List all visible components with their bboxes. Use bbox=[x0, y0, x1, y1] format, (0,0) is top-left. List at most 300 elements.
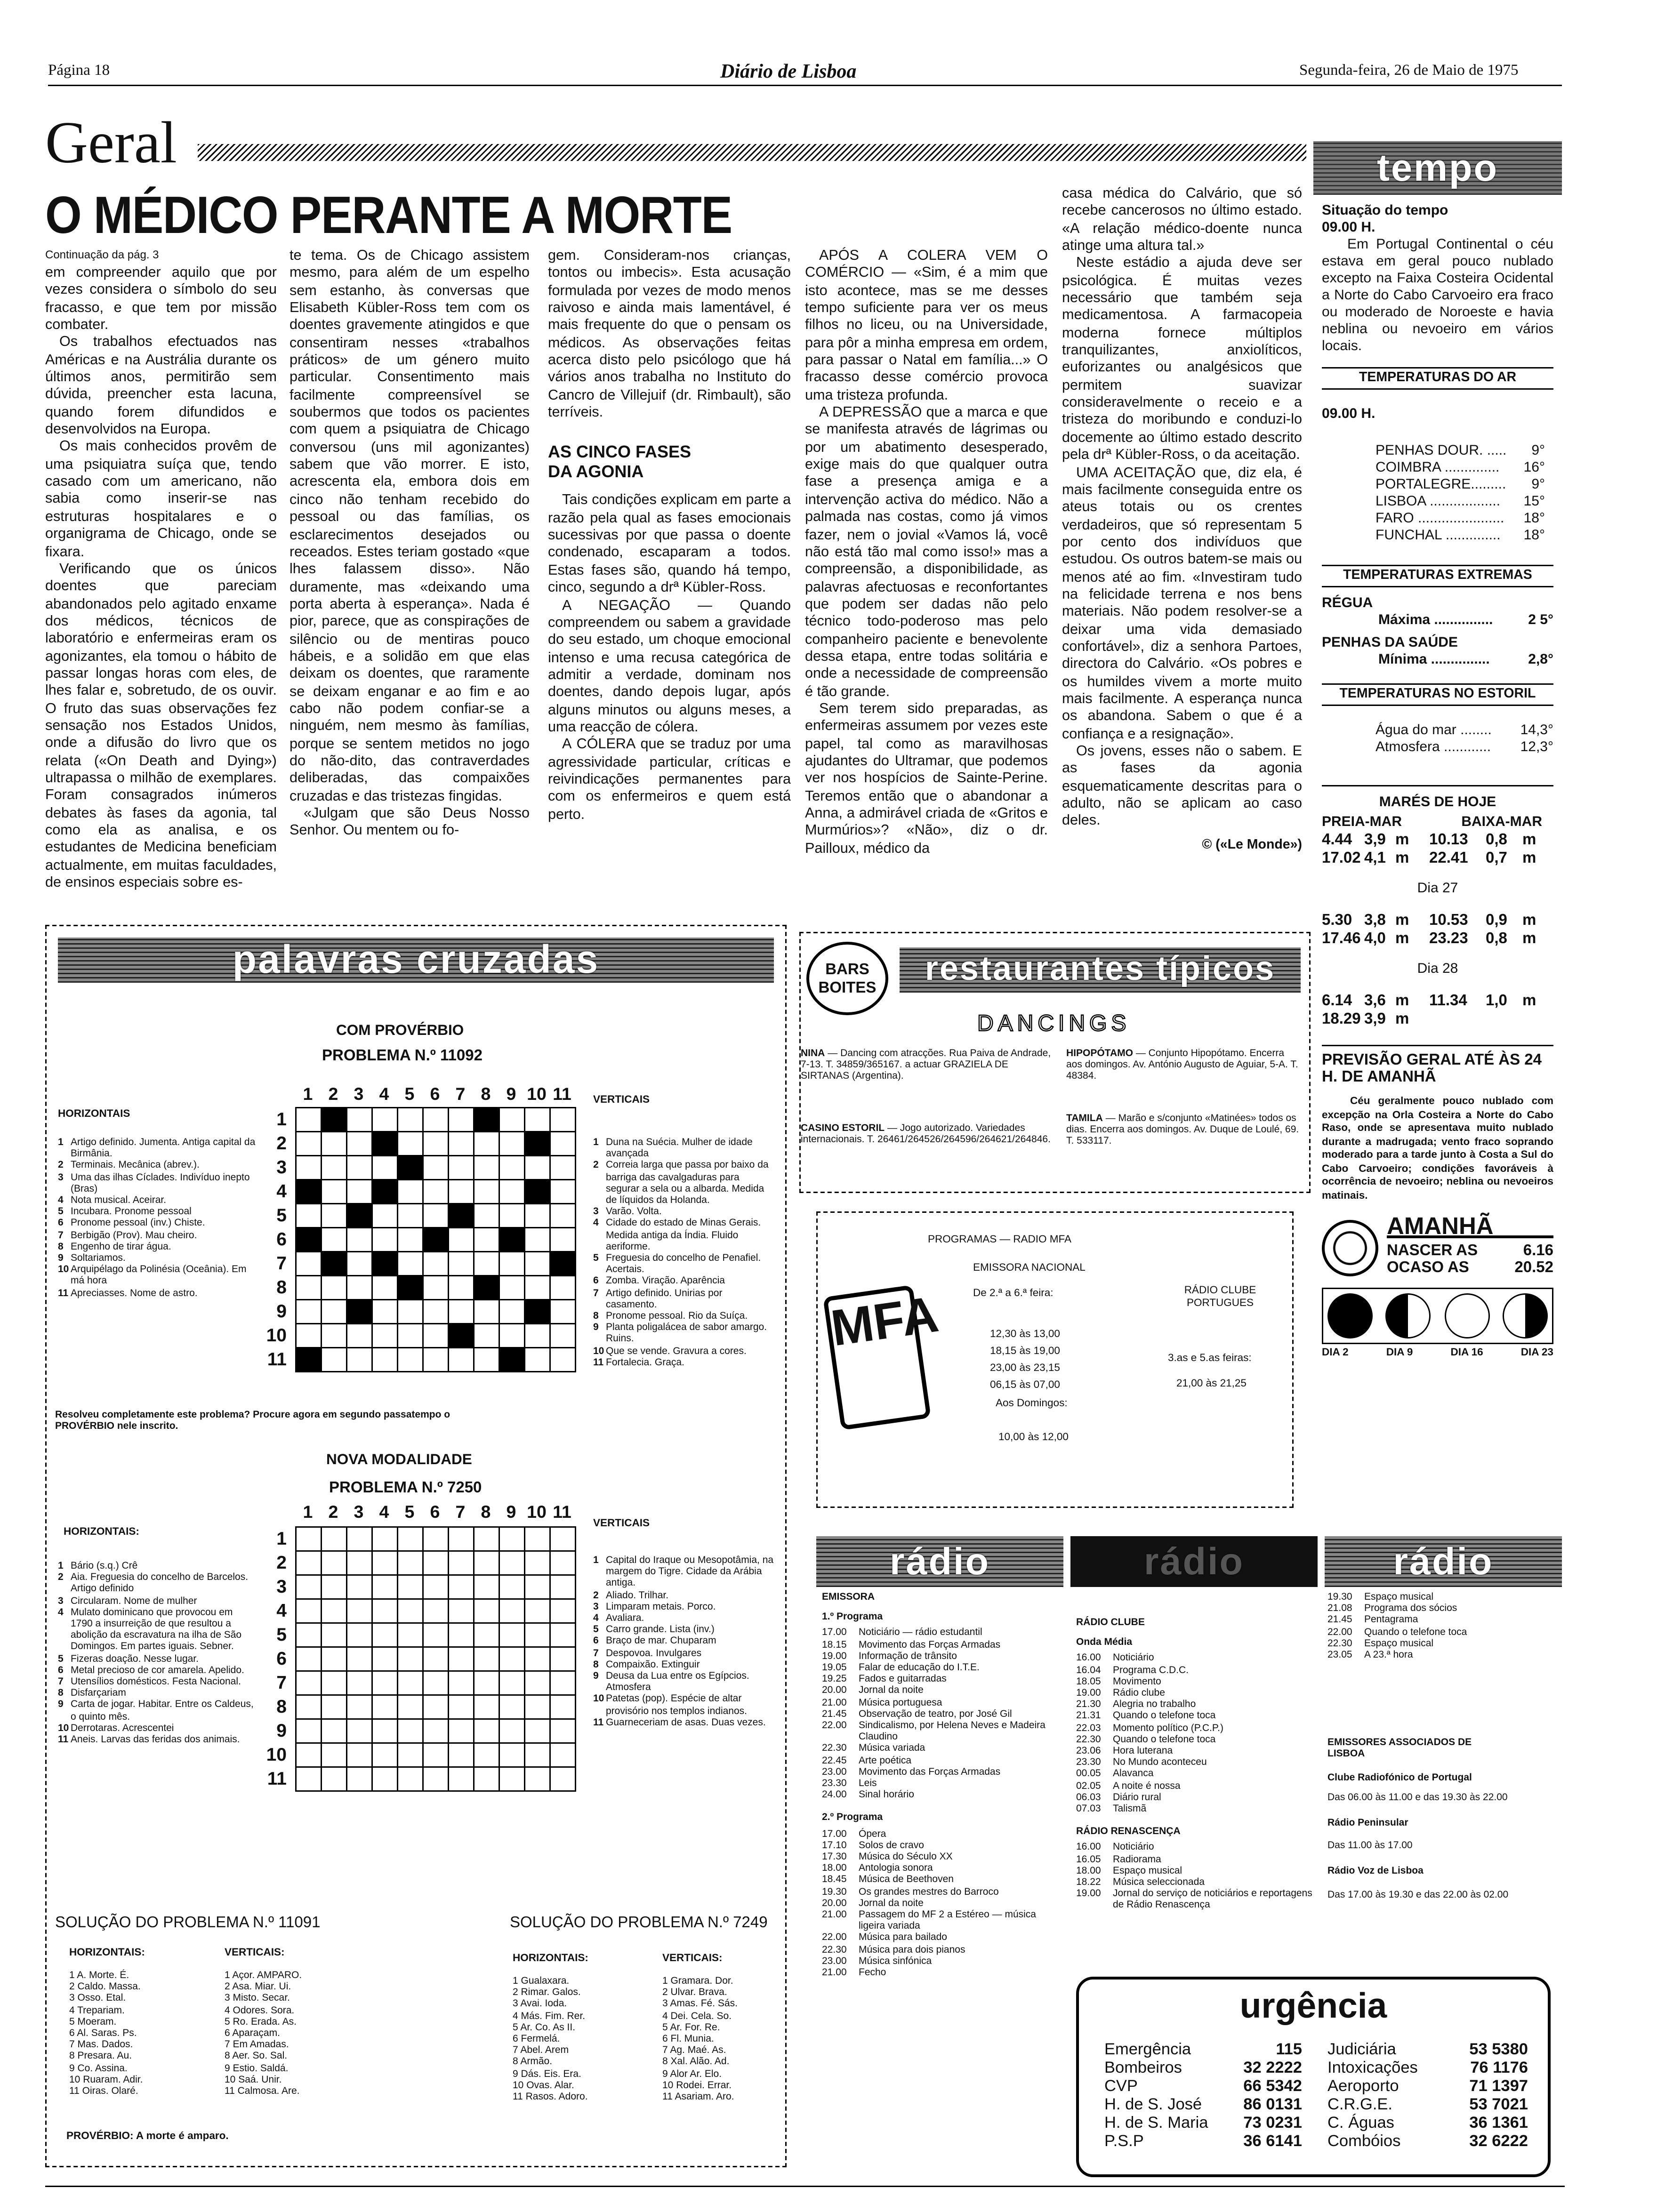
grid-cell[interactable] bbox=[347, 1671, 372, 1695]
grid-cell[interactable] bbox=[525, 1348, 550, 1372]
grid-cell[interactable] bbox=[550, 1551, 576, 1575]
grid-cell[interactable] bbox=[398, 1252, 423, 1276]
grid-cell[interactable] bbox=[347, 1743, 372, 1767]
grid-cell[interactable] bbox=[449, 1348, 474, 1372]
grid-cell[interactable] bbox=[423, 1767, 449, 1791]
program-title: Os grandes mestres do Barroco bbox=[859, 1887, 999, 1898]
program-time: 21.45 bbox=[1327, 1616, 1352, 1626]
row-number: 2 bbox=[276, 1132, 287, 1154]
grid-cell[interactable] bbox=[550, 1671, 576, 1695]
grid-cell[interactable] bbox=[296, 1743, 322, 1767]
grid-cell[interactable] bbox=[474, 1671, 499, 1695]
grid-cell[interactable] bbox=[322, 1348, 347, 1372]
grid-cell[interactable] bbox=[398, 1719, 423, 1743]
regua-label: RÉGUA bbox=[1322, 596, 1373, 611]
solution-line: 11 Asariam. Aro. bbox=[662, 2092, 734, 2103]
grid-cell[interactable] bbox=[347, 1132, 372, 1156]
grid-cell[interactable] bbox=[449, 1180, 474, 1204]
grid-cell[interactable] bbox=[423, 1156, 449, 1180]
grid-cell[interactable] bbox=[449, 1551, 474, 1575]
grid-cell[interactable] bbox=[398, 1575, 423, 1599]
grid-cell[interactable] bbox=[449, 1599, 474, 1623]
grid-cell[interactable] bbox=[525, 1527, 550, 1551]
grid-cell[interactable] bbox=[347, 1623, 372, 1647]
urgency-service: H. de S. Maria bbox=[1104, 2115, 1208, 2132]
grid-cell[interactable] bbox=[372, 1156, 398, 1180]
grid-cell[interactable] bbox=[474, 1719, 499, 1743]
p2-vertical-clues bbox=[593, 1556, 774, 1730]
grid-cell[interactable] bbox=[499, 1132, 525, 1156]
clue-text: Incubara. Pronome pessoal bbox=[71, 1207, 192, 1218]
grid-cell[interactable] bbox=[474, 1551, 499, 1575]
row-number: 10 bbox=[266, 1324, 287, 1346]
grid-cell[interactable] bbox=[423, 1132, 449, 1156]
program-title: Hora luterana bbox=[1113, 1747, 1173, 1757]
mares-dia-28 bbox=[1322, 993, 1553, 1028]
grid-cell[interactable] bbox=[322, 1228, 347, 1252]
grid-cell[interactable] bbox=[474, 1204, 499, 1228]
grid-cell[interactable] bbox=[499, 1623, 525, 1647]
grid-cell[interactable] bbox=[398, 1180, 423, 1204]
grid-cell[interactable] bbox=[423, 1719, 449, 1743]
grid-cell[interactable] bbox=[474, 1743, 499, 1767]
grid-cell[interactable] bbox=[525, 1276, 550, 1300]
grid-cell[interactable] bbox=[525, 1599, 550, 1623]
grid-cell[interactable] bbox=[398, 1204, 423, 1228]
grid-cell[interactable] bbox=[499, 1527, 525, 1551]
grid-cell[interactable] bbox=[296, 1132, 322, 1156]
grid-cell[interactable] bbox=[423, 1108, 449, 1132]
mfa-clube-dias: 3.as e 5.as feiras: bbox=[1168, 1351, 1252, 1364]
grid-cell[interactable] bbox=[423, 1671, 449, 1695]
grid-cell[interactable] bbox=[449, 1300, 474, 1324]
grid-cell[interactable] bbox=[322, 1767, 347, 1791]
grid-cell[interactable] bbox=[398, 1527, 423, 1551]
grid-cell[interactable] bbox=[398, 1695, 423, 1719]
grid-cell[interactable] bbox=[398, 1300, 423, 1324]
grid-cell[interactable] bbox=[525, 1156, 550, 1180]
grid-cell[interactable] bbox=[525, 1228, 550, 1252]
solution-line: 11 Oiras. Olaré. bbox=[69, 2087, 138, 2097]
grid-cell[interactable] bbox=[296, 1695, 322, 1719]
grid-cell[interactable] bbox=[398, 1324, 423, 1348]
program-time: 16.04 bbox=[1076, 1665, 1101, 1675]
grid-cell[interactable] bbox=[499, 1252, 525, 1276]
grid-cell[interactable] bbox=[322, 1575, 347, 1599]
grid-cell[interactable] bbox=[449, 1767, 474, 1791]
grid-cell[interactable] bbox=[449, 1276, 474, 1300]
grid-cell[interactable] bbox=[499, 1180, 525, 1204]
program-item bbox=[822, 1698, 1065, 1710]
row-number: 7 bbox=[276, 1252, 287, 1274]
solution-line: 6 Fl. Munia. bbox=[662, 2035, 714, 2045]
program-item bbox=[1327, 1639, 1562, 1651]
urgency-phone: 115 bbox=[1276, 2042, 1302, 2059]
grid-cell[interactable] bbox=[474, 1252, 499, 1276]
grid-cell[interactable] bbox=[372, 1551, 398, 1575]
restaurantes-box bbox=[799, 932, 1311, 1193]
grid-cell bbox=[296, 1180, 322, 1204]
clue-number: 5 bbox=[58, 1207, 64, 1218]
grid-cell[interactable] bbox=[322, 1132, 347, 1156]
grid-cell[interactable] bbox=[525, 1252, 550, 1276]
grid-cell[interactable] bbox=[474, 1575, 499, 1599]
grid-cell[interactable] bbox=[398, 1108, 423, 1132]
solution-line: 6 Fermelá. bbox=[513, 2035, 560, 2045]
grid-cell[interactable] bbox=[474, 1300, 499, 1324]
grid-cell[interactable] bbox=[296, 1108, 322, 1132]
grid-cell[interactable] bbox=[423, 1647, 449, 1671]
grid-cell[interactable] bbox=[550, 1108, 576, 1132]
grid-cell[interactable] bbox=[322, 1599, 347, 1623]
grid-cell[interactable] bbox=[499, 1767, 525, 1791]
grid-cell[interactable] bbox=[322, 1647, 347, 1671]
grid-cell[interactable] bbox=[296, 1527, 322, 1551]
grid-cell[interactable] bbox=[474, 1180, 499, 1204]
grid-cell[interactable] bbox=[372, 1324, 398, 1348]
program-item bbox=[1076, 1666, 1316, 1677]
clue bbox=[58, 1666, 256, 1677]
grid-cell[interactable] bbox=[550, 1204, 576, 1228]
grid-cell[interactable] bbox=[322, 1551, 347, 1575]
grid-cell[interactable] bbox=[449, 1108, 474, 1132]
sol2-verticals bbox=[662, 1977, 787, 2104]
grid-cell[interactable] bbox=[474, 1647, 499, 1671]
clue-number: 2 bbox=[58, 1161, 64, 1171]
estoril-title: TEMPERATURAS NO ESTORIL bbox=[1322, 683, 1553, 706]
solution-line: 8 Presara. Au. bbox=[69, 2052, 132, 2062]
ocaso-value: 20.52 bbox=[1514, 1259, 1553, 1276]
grid-cell[interactable] bbox=[449, 1575, 474, 1599]
grid-cell[interactable] bbox=[296, 1156, 322, 1180]
tide-cell: m bbox=[1522, 930, 1536, 947]
grid-cell[interactable] bbox=[423, 1204, 449, 1228]
grid-cell[interactable] bbox=[499, 1719, 525, 1743]
grid-cell[interactable] bbox=[372, 1108, 398, 1132]
bottom-rule bbox=[45, 2186, 1565, 2187]
program-time: 23.00 bbox=[822, 1956, 847, 1967]
grid-cell[interactable] bbox=[322, 1300, 347, 1324]
grid-cell[interactable] bbox=[347, 1276, 372, 1300]
program-title: Solos de cravo bbox=[859, 1841, 924, 1851]
tide-row bbox=[1322, 930, 1553, 948]
grid-cell[interactable] bbox=[347, 1527, 372, 1551]
program-title: Alavanca bbox=[1113, 1770, 1154, 1780]
grid-cell[interactable] bbox=[372, 1743, 398, 1767]
grid-cell[interactable] bbox=[423, 1252, 449, 1276]
grid-cell[interactable] bbox=[296, 1204, 322, 1228]
tide-cell: m bbox=[1522, 849, 1536, 866]
grid-cell[interactable] bbox=[550, 1719, 576, 1743]
clue-text: Avaliara. bbox=[606, 1614, 644, 1624]
grid-cell[interactable] bbox=[372, 1276, 398, 1300]
grid-cell[interactable] bbox=[474, 1695, 499, 1719]
grid-cell[interactable] bbox=[372, 1300, 398, 1324]
clue-number: 11 bbox=[593, 1718, 604, 1728]
program-title: Ópera bbox=[859, 1829, 886, 1839]
grid-cell[interactable] bbox=[550, 1180, 576, 1204]
grid-cell[interactable] bbox=[398, 1671, 423, 1695]
grid-cell[interactable] bbox=[347, 1252, 372, 1276]
grid-cell[interactable] bbox=[347, 1767, 372, 1791]
grid-cell[interactable] bbox=[372, 1204, 398, 1228]
grid-cell[interactable] bbox=[474, 1156, 499, 1180]
grid-cell[interactable] bbox=[296, 1276, 322, 1300]
grid-cell[interactable] bbox=[347, 1324, 372, 1348]
grid-cell[interactable] bbox=[423, 1527, 449, 1551]
grid-cell[interactable] bbox=[372, 1527, 398, 1551]
grid-cell[interactable] bbox=[296, 1647, 322, 1671]
mares-dia-27 bbox=[1322, 912, 1553, 947]
grid-cell[interactable] bbox=[525, 1324, 550, 1348]
grid-cell[interactable] bbox=[525, 1551, 550, 1575]
grid-cell[interactable] bbox=[525, 1647, 550, 1671]
grid-cell[interactable] bbox=[449, 1695, 474, 1719]
grid-cell[interactable] bbox=[449, 1719, 474, 1743]
grid-cell[interactable] bbox=[525, 1767, 550, 1791]
grid-cell[interactable] bbox=[423, 1599, 449, 1623]
grid-cell[interactable] bbox=[347, 1599, 372, 1623]
grid-cell[interactable] bbox=[499, 1276, 525, 1300]
grid-cell[interactable] bbox=[296, 1300, 322, 1324]
grid-cell[interactable] bbox=[550, 1599, 576, 1623]
grid-cell[interactable] bbox=[296, 1324, 322, 1348]
grid-cell[interactable] bbox=[347, 1719, 372, 1743]
grid-cell[interactable] bbox=[499, 1324, 525, 1348]
grid-cell[interactable] bbox=[398, 1551, 423, 1575]
grid-cell[interactable] bbox=[322, 1276, 347, 1300]
grid-cell[interactable] bbox=[550, 1276, 576, 1300]
clue-text: Cidade do estado de Minas Gerais. Medida antiga da Índia. Fluido aeriforme. bbox=[606, 1219, 761, 1252]
grid-cell[interactable] bbox=[347, 1108, 372, 1132]
row-number: 11 bbox=[267, 1348, 287, 1370]
grid-cell[interactable] bbox=[499, 1743, 525, 1767]
grid-cell[interactable] bbox=[398, 1228, 423, 1252]
grid-cell[interactable] bbox=[499, 1647, 525, 1671]
grid-cell[interactable] bbox=[322, 1719, 347, 1743]
moon-new-icon bbox=[1327, 1293, 1373, 1338]
grid-cell[interactable] bbox=[398, 1348, 423, 1372]
grid-cell[interactable] bbox=[372, 1695, 398, 1719]
grid-cell[interactable] bbox=[499, 1204, 525, 1228]
grid-cell[interactable] bbox=[296, 1551, 322, 1575]
grid-cell[interactable] bbox=[550, 1647, 576, 1671]
grid-cell[interactable] bbox=[525, 1623, 550, 1647]
grid-cell[interactable] bbox=[322, 1743, 347, 1767]
grid-cell[interactable] bbox=[322, 1324, 347, 1348]
grid-cell[interactable] bbox=[347, 1228, 372, 1252]
program-time: 19.30 bbox=[1327, 1593, 1352, 1603]
program-time: 23.30 bbox=[822, 1779, 847, 1789]
grid-cell[interactable] bbox=[525, 1671, 550, 1695]
clue-number: 3 bbox=[58, 1596, 64, 1606]
grid-cell[interactable] bbox=[296, 1252, 322, 1276]
grid-cell[interactable] bbox=[296, 1671, 322, 1695]
grid-cell[interactable] bbox=[550, 1527, 576, 1551]
p1-subtitle: COM PROVÉRBIO bbox=[336, 1022, 464, 1039]
grid-cell[interactable] bbox=[449, 1132, 474, 1156]
grid-cell[interactable] bbox=[398, 1132, 423, 1156]
grid-cell[interactable] bbox=[499, 1300, 525, 1324]
grid-cell[interactable] bbox=[347, 1647, 372, 1671]
grid-cell[interactable] bbox=[474, 1228, 499, 1252]
grid-cell[interactable] bbox=[449, 1623, 474, 1647]
grid-cell[interactable] bbox=[322, 1527, 347, 1551]
grid-cell[interactable] bbox=[499, 1671, 525, 1695]
program-item bbox=[822, 1957, 1065, 1969]
grid-cell[interactable] bbox=[423, 1695, 449, 1719]
section-title: Geral bbox=[45, 112, 177, 176]
grid-cell[interactable] bbox=[550, 1300, 576, 1324]
p2-grid[interactable] bbox=[295, 1526, 576, 1792]
grid-cell[interactable] bbox=[474, 1527, 499, 1551]
header-rule bbox=[48, 85, 1562, 86]
grid-cell[interactable] bbox=[550, 1767, 576, 1791]
grid-cell[interactable] bbox=[423, 1623, 449, 1647]
program-item bbox=[822, 1709, 1065, 1721]
program-time: 16.00 bbox=[1076, 1654, 1101, 1664]
tide-cell: 5.30 bbox=[1322, 912, 1352, 929]
grid-cell[interactable] bbox=[550, 1575, 576, 1599]
grid-cell[interactable] bbox=[499, 1599, 525, 1623]
grid-cell[interactable] bbox=[296, 1575, 322, 1599]
grid-cell[interactable] bbox=[423, 1348, 449, 1372]
program-time: 22.30 bbox=[1076, 1735, 1101, 1745]
grid-cell[interactable] bbox=[296, 1719, 322, 1743]
grid-cell[interactable] bbox=[550, 1743, 576, 1767]
grid-cell[interactable] bbox=[449, 1527, 474, 1551]
program-title: Música portuguesa bbox=[859, 1698, 942, 1708]
grid-cell[interactable] bbox=[347, 1180, 372, 1204]
tide-cell: 11.34 bbox=[1429, 993, 1467, 1010]
program-title: Talismã bbox=[1113, 1804, 1147, 1815]
grid-cell[interactable] bbox=[372, 1719, 398, 1743]
solution-line: 7 Ag. Maé. As. bbox=[662, 2046, 726, 2056]
grid-cell[interactable] bbox=[525, 1695, 550, 1719]
moon-first-quarter-icon bbox=[1386, 1293, 1431, 1338]
grid-cell[interactable] bbox=[525, 1108, 550, 1132]
grid-cell[interactable] bbox=[449, 1252, 474, 1276]
grid-cell[interactable] bbox=[525, 1575, 550, 1599]
program-item bbox=[1076, 1804, 1316, 1816]
grid-cell[interactable] bbox=[296, 1767, 322, 1791]
grid-cell[interactable] bbox=[550, 1228, 576, 1252]
grid-cell[interactable] bbox=[423, 1276, 449, 1300]
p1-grid[interactable] bbox=[295, 1107, 576, 1372]
grid-cell[interactable] bbox=[499, 1575, 525, 1599]
grid-cell[interactable] bbox=[347, 1575, 372, 1599]
grid-cell[interactable] bbox=[449, 1671, 474, 1695]
page-number: Página 18 bbox=[48, 62, 110, 79]
program-time: 17.00 bbox=[822, 1829, 847, 1839]
grid-cell[interactable] bbox=[398, 1623, 423, 1647]
moon-day-2: DIA 9 bbox=[1386, 1346, 1413, 1358]
grid-cell[interactable] bbox=[474, 1348, 499, 1372]
grid-cell[interactable] bbox=[398, 1647, 423, 1671]
solution-line: 5 Ro. Erada. As. bbox=[225, 2017, 297, 2028]
grid-cell bbox=[474, 1276, 499, 1300]
grid-cell[interactable] bbox=[423, 1551, 449, 1575]
grid-cell[interactable] bbox=[398, 1743, 423, 1767]
grid-cell[interactable] bbox=[322, 1204, 347, 1228]
grid-cell[interactable] bbox=[372, 1671, 398, 1695]
grid-cell[interactable] bbox=[322, 1156, 347, 1180]
grid-cell[interactable] bbox=[372, 1647, 398, 1671]
clue-number: 4 bbox=[593, 1614, 599, 1624]
article-col-1 bbox=[45, 265, 277, 893]
grid-cell[interactable] bbox=[499, 1156, 525, 1180]
grid-cell[interactable] bbox=[423, 1324, 449, 1348]
grid-cell[interactable] bbox=[372, 1623, 398, 1647]
grid-cell[interactable] bbox=[449, 1228, 474, 1252]
dia-27: Dia 27 bbox=[1417, 881, 1458, 897]
grid-cell[interactable] bbox=[372, 1767, 398, 1791]
grid-cell[interactable] bbox=[423, 1180, 449, 1204]
grid-cell[interactable] bbox=[550, 1695, 576, 1719]
grid-cell[interactable] bbox=[550, 1348, 576, 1372]
program-time: 23.00 bbox=[822, 1767, 847, 1778]
grid-cell[interactable] bbox=[347, 1156, 372, 1180]
grid-cell[interactable] bbox=[347, 1695, 372, 1719]
tide-cell: m bbox=[1522, 993, 1536, 1010]
grid-cell[interactable] bbox=[372, 1575, 398, 1599]
grid-cell[interactable] bbox=[398, 1767, 423, 1791]
grid-cell[interactable] bbox=[322, 1180, 347, 1204]
grid-cell[interactable] bbox=[423, 1575, 449, 1599]
grid-cell[interactable] bbox=[347, 1551, 372, 1575]
grid-cell[interactable] bbox=[474, 1623, 499, 1647]
grid-cell[interactable] bbox=[322, 1671, 347, 1695]
grid-cell[interactable] bbox=[525, 1204, 550, 1228]
grid-cell[interactable] bbox=[474, 1132, 499, 1156]
urgencia-right bbox=[1327, 2042, 1528, 2152]
grid-cell[interactable] bbox=[474, 1324, 499, 1348]
grid-cell[interactable] bbox=[550, 1324, 576, 1348]
grid-cell[interactable] bbox=[347, 1348, 372, 1372]
radio-crp: Clube Radiofónico de Portugal bbox=[1327, 1772, 1472, 1783]
grid-cell[interactable] bbox=[423, 1743, 449, 1767]
grid-cell[interactable] bbox=[449, 1743, 474, 1767]
grid-cell[interactable] bbox=[322, 1695, 347, 1719]
grid-cell[interactable] bbox=[499, 1108, 525, 1132]
grid-cell[interactable] bbox=[423, 1300, 449, 1324]
grid-cell[interactable] bbox=[372, 1228, 398, 1252]
grid-cell bbox=[449, 1204, 474, 1228]
grid-cell[interactable] bbox=[474, 1767, 499, 1791]
grid-cell[interactable] bbox=[499, 1551, 525, 1575]
grid-cell[interactable] bbox=[372, 1348, 398, 1372]
grid-cell[interactable] bbox=[525, 1719, 550, 1743]
temp-city: FUNCHAL .............. bbox=[1375, 528, 1501, 544]
grid-cell[interactable] bbox=[550, 1132, 576, 1156]
grid-cell[interactable] bbox=[372, 1599, 398, 1623]
grid-cell[interactable] bbox=[550, 1156, 576, 1180]
grid-cell[interactable] bbox=[525, 1743, 550, 1767]
grid-cell[interactable] bbox=[499, 1695, 525, 1719]
grid-cell[interactable] bbox=[550, 1623, 576, 1647]
previsao-text: Céu geralmente pouco nublado com excepção na Orla Costeira a Norte do Cabo Raso, onde se apresentava muito nublado durante a madrugada; vento fraco soprando moderado para a tarde junto à Costa a Sul do Cabo Carvoeiro; condições favoráveis à ocorrência de nevoeiro; neblina ou nevoeiros matinais. bbox=[1322, 1094, 1553, 1201]
clue-number: 4 bbox=[58, 1608, 64, 1618]
grid-cell[interactable] bbox=[322, 1623, 347, 1647]
grid-cell[interactable] bbox=[296, 1623, 322, 1647]
grid-cell[interactable] bbox=[449, 1156, 474, 1180]
grid-cell[interactable] bbox=[474, 1599, 499, 1623]
tide-cell: 10.13 bbox=[1429, 832, 1468, 849]
grid-cell[interactable] bbox=[398, 1599, 423, 1623]
grid-cell[interactable] bbox=[296, 1599, 322, 1623]
clue-number: 7 bbox=[593, 1288, 599, 1298]
grid-cell[interactable] bbox=[449, 1647, 474, 1671]
